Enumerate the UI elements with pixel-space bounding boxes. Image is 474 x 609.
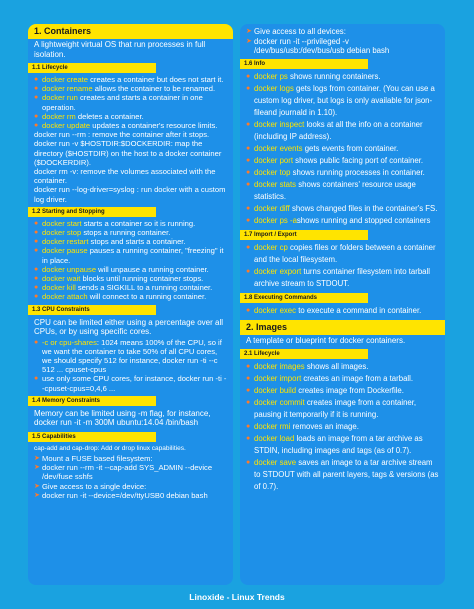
list-item: [28, 274, 233, 283]
list-item: [28, 121, 233, 130]
command-description: turns container filesystem into tarball archive stream to STDOUT.: [254, 266, 430, 288]
list-item: [240, 167, 445, 179]
list-item: [240, 242, 445, 266]
command-description: Mount a FUSE based filesystem:: [42, 453, 153, 463]
command-name: docker import: [254, 374, 302, 383]
list-item: [240, 433, 445, 457]
command-name: docker logs: [254, 83, 294, 93]
command-description: Give access to all devices:: [254, 27, 346, 36]
command-name: docker stats: [254, 179, 297, 189]
list-item: [240, 203, 445, 215]
command-name: docker exec: [254, 305, 297, 315]
command-description: allows the container to be renamed.: [92, 84, 216, 94]
list-item: [240, 143, 445, 155]
list-item: [28, 482, 233, 491]
command-description: creates image from Dockerfile.: [296, 386, 404, 395]
list-item: [240, 373, 445, 385]
list-item: [240, 27, 445, 37]
lifecycle-list: [28, 75, 233, 130]
command-name: docker rename: [42, 84, 93, 94]
command-description: docker run -it --device=/dev/ttyUSB0 debian bash: [42, 490, 208, 500]
command-name: docker images: [254, 362, 305, 371]
command-name: docker kill: [42, 283, 76, 293]
cpu-list: [28, 338, 233, 393]
list-item: [28, 292, 233, 301]
subsection-title-info: 1.6 Info: [240, 59, 368, 69]
command-description: will connect to a running container.: [87, 292, 207, 302]
command-name: docker create: [42, 75, 89, 84]
command-name: docker cp: [254, 242, 288, 252]
command-description: shows public facing port of container.: [293, 155, 424, 165]
command-description: to execute a command in container.: [296, 305, 422, 315]
list-item: [240, 83, 445, 119]
cpu-intro: CPU can be limited either using a percentage over all CPUs, or by using specific cores.: [34, 317, 223, 337]
info-list: [240, 71, 445, 227]
command-description: pauses a running container, "freezing" it in place.: [42, 246, 224, 265]
list-item: [28, 338, 233, 375]
command-name: docker commit: [254, 398, 305, 407]
command-name: docker stop: [42, 228, 82, 238]
subsection-title-import-export: 1.7 Import / Export: [240, 230, 368, 240]
command-description: shows running containers.: [287, 71, 381, 81]
command-name: docker rmi: [254, 422, 291, 431]
command-name: docker start: [42, 218, 82, 228]
command-name: docker port: [254, 155, 294, 165]
command-name: docker run: [42, 93, 78, 103]
list-item: [28, 112, 233, 121]
subsection-title-cpu: 1.3 CPU Constraints: [28, 305, 156, 315]
command-name: docker wait: [42, 274, 81, 284]
list-item: [240, 266, 445, 290]
list-item: [28, 463, 233, 481]
command-description: copies files or folders between a container and the local filesystem.: [254, 242, 436, 264]
images-intro: A template or blueprint for docker containers.: [246, 335, 406, 345]
list-item: [240, 305, 445, 317]
list-item: [240, 37, 445, 56]
lifecycle-note: docker run -v $HOSTDIR:$DOCKERDIR: map the directory ($HOSTDIR) on the host to a docker container ($DOCKERDIR).: [34, 139, 222, 167]
command-description: creates a container but does not start it.: [88, 75, 224, 84]
section-title-containers: 1. Containers: [28, 24, 233, 39]
list-item: [240, 457, 445, 493]
memory-text: Memory can be limited using -m flag, for instance, docker run -it -m 300M ubuntu:14.04 /bin/bash: [34, 408, 211, 428]
lifecycle-notes: [28, 130, 233, 204]
command-description: shows changed files in the container's FS.: [289, 203, 438, 213]
command-name: docker diff: [254, 203, 290, 213]
command-description: will unpause a running container.: [96, 264, 209, 274]
subsection-title-lifecycle: 1.1 Lifecycle: [28, 63, 156, 73]
lifecycle-note: docker run --log-driver=syslog : run docker with a custom log driver.: [34, 185, 226, 204]
command-name: docker ps -a: [254, 215, 297, 225]
command-name: docker attach: [42, 292, 88, 302]
section-title-images: 2. Images: [240, 320, 445, 335]
list-item: [28, 93, 233, 111]
right-column: [240, 24, 445, 585]
command-name: docker save: [254, 458, 297, 467]
list-item: [28, 237, 233, 246]
command-description: removes an image.: [290, 422, 359, 431]
command-description: : 1024 means 100% of the CPU, so if we want the container to take 50% of all CPU cores, we should specify 512 for instance, docker run -ti --c 512 ... cpuset-cpus: [42, 337, 222, 375]
list-item: [28, 265, 233, 274]
command-description: Give access to a single device:: [42, 481, 147, 491]
capabilities-list: [28, 454, 233, 500]
command-description: shows running and stopped containers: [296, 215, 431, 225]
command-description: gets events from container.: [302, 143, 399, 153]
list-item: [28, 454, 233, 463]
list-item: [28, 219, 233, 228]
list-item: [240, 397, 445, 421]
command-description: docker run -it --privileged -v /dev/bus/usb:/dev/bus/usb debian bash: [254, 36, 390, 55]
command-name: -c or cpu-shares: [42, 337, 97, 347]
list-item: [240, 155, 445, 167]
list-item: [240, 119, 445, 143]
containers-intro: A lightweight virtual OS that run processes in full isolation.: [34, 40, 206, 59]
command-name: docker inspect: [254, 119, 305, 129]
list-item: [240, 71, 445, 83]
lifecycle-note: docker rm -v: remove the volumes associated with the container.: [34, 167, 216, 186]
images-lifecycle-list: [240, 361, 445, 493]
exec-list: [240, 305, 445, 317]
command-name: docker events: [254, 143, 303, 153]
subsection-title-start-stop: 1.2 Starting and Stopping: [28, 207, 156, 217]
footer-brand: Linoxide - Linux Trends: [189, 592, 285, 602]
command-description: loads an image from a tar archive as STDIN, including images and tags (as of 0.7).: [254, 434, 423, 455]
subsection-title-images-lifecycle: 2.1 Lifecycle: [240, 349, 368, 359]
command-description: starts a container so it is running.: [81, 218, 196, 228]
list-item: [240, 361, 445, 373]
command-description: updates a container's resource limits.: [90, 121, 218, 131]
list-item: [240, 421, 445, 433]
list-item: [28, 491, 233, 500]
command-description: docker run --rm -it --cap-add SYS_ADMIN --device /dev/fuse sshfs: [42, 463, 213, 482]
command-name: docker load: [254, 434, 295, 443]
command-description: stops a running container.: [81, 228, 171, 238]
command-name: docker unpause: [42, 264, 97, 274]
command-description: shows containers' resource usage statistics.: [254, 179, 416, 201]
command-description: shows all images.: [304, 362, 369, 371]
import-export-list: [240, 242, 445, 290]
list-item: [28, 84, 233, 93]
command-name: docker build: [254, 386, 297, 395]
command-description: creates and starts a container in one operation.: [42, 93, 203, 112]
list-item: [28, 283, 233, 292]
command-description: gets logs from container. (You can use a custom log driver, but logs is only available for json-fileand journald in 1.10).: [254, 83, 435, 117]
command-description: blocks until running container stops.: [80, 274, 204, 284]
command-description: creates image from a container, pausing it temporarily if it is running.: [254, 398, 417, 419]
command-description: creates an image from a tarball.: [301, 374, 414, 383]
start-stop-list: [28, 219, 233, 302]
list-item: [240, 215, 445, 227]
command-name: docker update: [42, 121, 91, 131]
subsection-title-exec: 1.8 Executing Commands: [240, 293, 368, 303]
command-name: docker top: [254, 167, 291, 177]
list-item: [28, 75, 233, 84]
list-item: [28, 374, 233, 392]
list-item: [28, 228, 233, 237]
list-item: [240, 385, 445, 397]
command-description: shows running processes in container.: [290, 167, 425, 177]
list-item: [28, 246, 233, 264]
lifecycle-note: docker run --rm : remove the container after it stops.: [34, 130, 210, 140]
command-name: docker rm: [42, 111, 76, 121]
command-name: docker pause: [42, 246, 88, 256]
command-description: looks at all the info on a container (including IP address).: [254, 119, 423, 141]
left-column: [28, 24, 233, 585]
command-name: docker export: [254, 266, 302, 276]
list-item: [240, 179, 445, 203]
command-description: deletes a container.: [75, 111, 144, 121]
command-description: stops and starts a container.: [88, 237, 186, 247]
command-description: use only some CPU cores, for instance, docker run -ti --cpuset-cpus=0,4,6 ...: [42, 374, 227, 393]
subsection-title-memory: 1.4 Memory Constraints: [28, 396, 156, 406]
command-name: docker restart: [42, 237, 89, 247]
device-access-list: [240, 27, 445, 56]
command-description: sends a SIGKILL to a running container.: [75, 283, 213, 293]
capabilities-intro: cap-add and cap-drop: Add or drop linux capabilities.: [34, 444, 186, 452]
subsection-title-capabilities: 1.5 Capabilities: [28, 432, 156, 442]
command-description: saves an image to a tar archive stream to STDOUT with all parent layers, tags & versions (as of 0.7).: [254, 458, 439, 491]
command-name: docker ps: [254, 71, 288, 81]
